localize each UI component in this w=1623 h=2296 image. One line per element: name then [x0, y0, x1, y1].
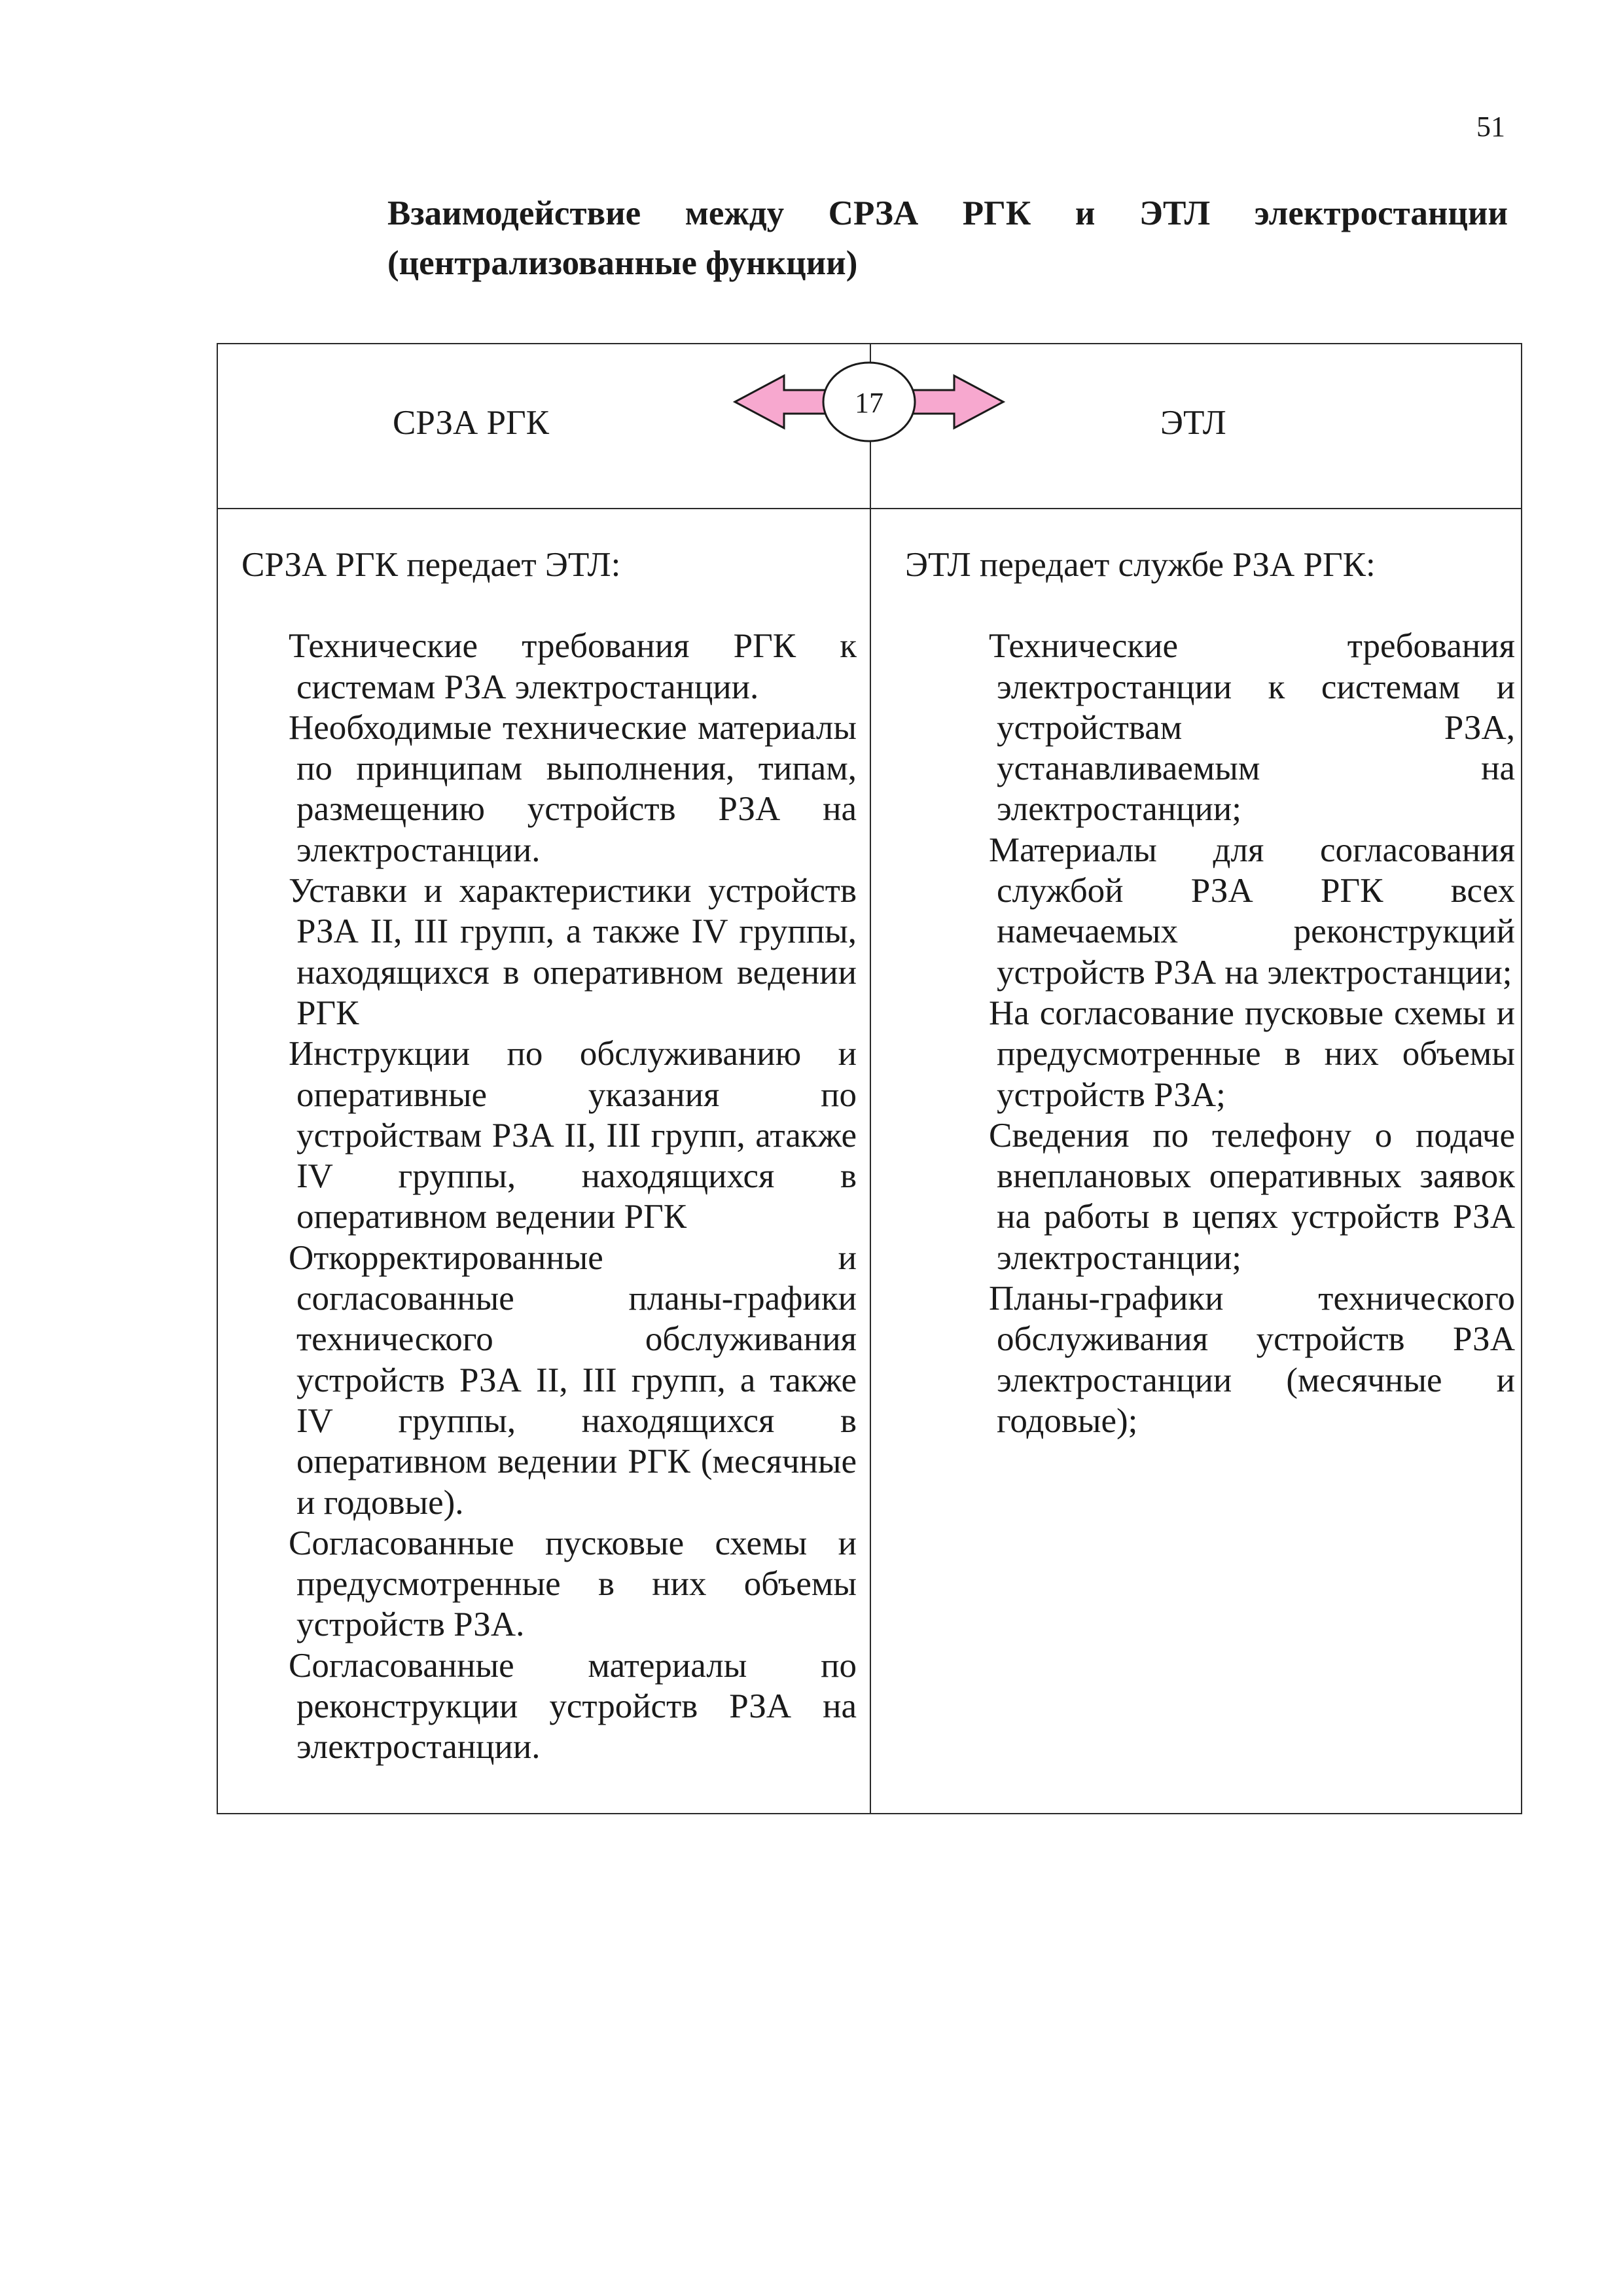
list-item: Технические требования РГК к системам РЗА электростанции. — [289, 627, 857, 706]
right-item-list — [989, 626, 1515, 1441]
left-column-heading: СРЗА РГК передает ЭТЛ: — [241, 546, 621, 584]
list-item: На согласование пусковые схемы и предусмотренные в них объемы устройств РЗА; — [989, 994, 1515, 1114]
list-item: Инструкции по обслуживанию и оперативные указания по устройствам РЗА II, III групп, атакже IV группы, находящихся в оперативном ведении РГК — [289, 1035, 857, 1236]
list-item: Откорректированные и согласованные планы-графики технического обслуживания устройств РЗА II, III групп, а также IV группы, находящихся в оперативном ведении РГК (месячные и годовые). — [289, 1238, 857, 1522]
list-item: Уставки и характеристики устройств РЗА II, III групп, а также IV группы, находящихся в оперативном ведении РГК — [289, 872, 857, 1032]
right-column-heading: ЭТЛ передает службе РЗА РГК: — [905, 546, 1376, 584]
right-arrow-icon — [908, 376, 1003, 428]
right-column-etl-to-srza — [905, 545, 1515, 1441]
left-item-list — [289, 626, 857, 1767]
list-item: Материалы для согласования службой РЗА РГК всех намечаемых реконструкций устройств РЗА на электростанции; — [989, 831, 1515, 992]
table-column-divider — [870, 344, 871, 1813]
list-item: Согласованные пусковые схемы и предусмотренные в них объемы устройств РЗА. — [289, 1524, 857, 1644]
list-item: Согласованные материалы по реконструкции устройств РЗА на электростанции. — [289, 1646, 857, 1767]
list-item: Сведения по телефону о подаче внеплановых оперативных заявок на работы в цепях устройств РЗА электростанции; — [989, 1116, 1515, 1277]
title-line-2: (централизованные функции) — [387, 244, 858, 282]
left-arrow-icon — [735, 376, 830, 428]
header-srza-rgk: СРЗА РГК — [393, 404, 550, 442]
left-column-srza-to-etl — [241, 545, 857, 1768]
badge-number: 17 — [855, 387, 883, 419]
title-line-1: Взаимодействие между СРЗА РГК и ЭТЛ электростанции — [387, 194, 1508, 232]
header-etl: ЭТЛ — [1160, 404, 1226, 442]
document-title — [387, 188, 1508, 288]
page-number: 51 — [1476, 111, 1505, 143]
interaction-table — [217, 343, 1522, 1814]
list-item: Необходимые технические материалы по принципам выполнения, типам, размещению устройств РЗА на электростанции. — [289, 708, 857, 869]
list-item: Планы-графики технического обслуживания устройств РЗА электростанции (месячные и годовые); — [989, 1280, 1515, 1440]
list-item: Технические требования электростанции к системам и устройствам РЗА, устанавливаемым на электростанции; — [989, 627, 1515, 829]
table-row-divider — [218, 508, 1521, 509]
